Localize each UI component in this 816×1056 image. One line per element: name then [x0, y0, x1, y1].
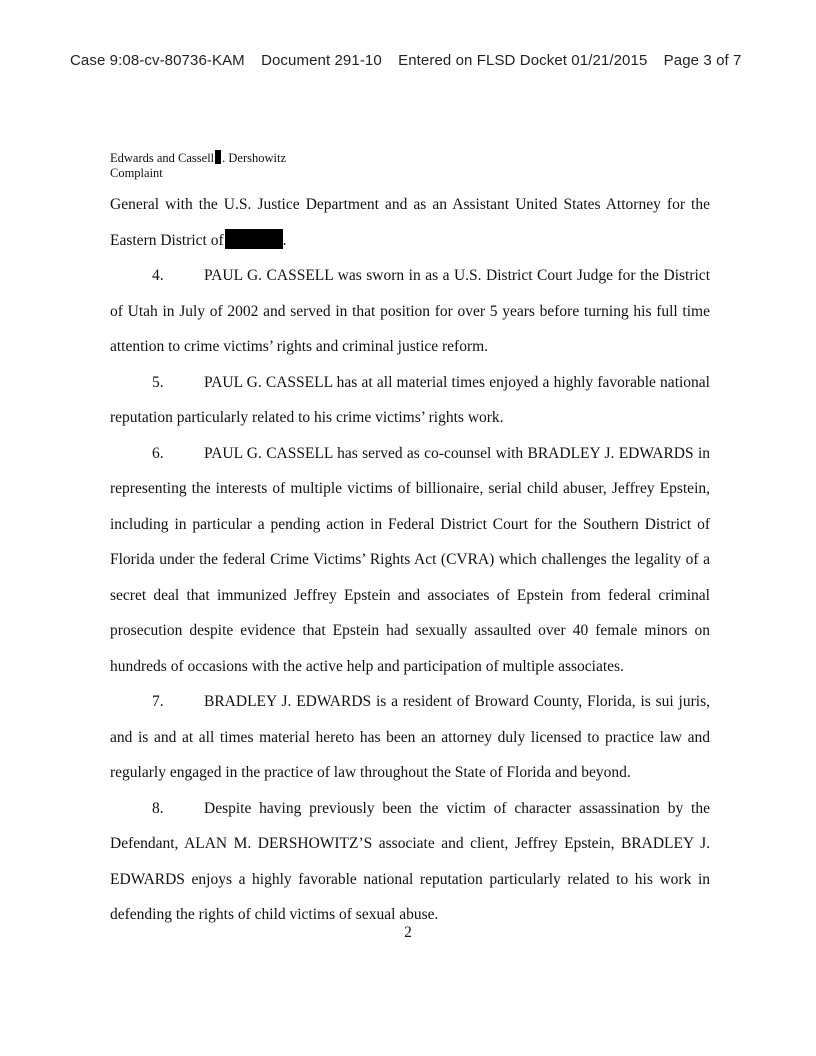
- case-header: [70, 52, 754, 69]
- continuation-end: .: [282, 231, 287, 249]
- paragraph-text: PAUL G. CASSELL has served as co-counsel with BRADLEY J. EDWARDS in representing the interests of multiple victims of billionaire, serial child abuser, Jeffrey Epstein, including in particular a pending action in Federal District Court for the Southern District of Florida under the federal Crime Victims’ Rights Act (CVRA) which challenges the legality of a secret deal that immunized Jeffrey Epstein and associates of Epstein from federal criminal prosecution despite evidence that Epstein had sexually assaulted over 40 female minors on hundreds of occasions with the active help and participation of multiple associates.: [110, 444, 710, 675]
- continuation-text: General with the U.S. Justice Department and as an Assistant United States Attorney for the Eastern District of: [110, 196, 710, 249]
- document-number: Document 291-10: [261, 52, 382, 69]
- document-body: [110, 187, 710, 933]
- page-of: Page 3 of 7: [663, 52, 742, 69]
- paragraph-number: 8.: [152, 799, 164, 817]
- running-head: [110, 150, 286, 181]
- paragraph-4: [110, 258, 710, 365]
- paragraph-number: 5.: [152, 373, 164, 391]
- paragraph-text: PAUL G. CASSELL was sworn in as a U.S. District Court Judge for the District of Utah in July of 2002 and served in that position for over 5 years before turning his full time attention to crime victims’ rights and criminal justice reform.: [110, 267, 710, 355]
- caption-left: Edwards and Cassell: [110, 151, 215, 165]
- caption-right: . Dershowitz: [222, 151, 287, 165]
- page-number: 2: [404, 924, 412, 941]
- paragraph-number: 6.: [152, 444, 164, 462]
- paragraph-number: 4.: [152, 267, 164, 284]
- paragraph-7: [110, 684, 710, 791]
- paragraph-number: 7.: [152, 693, 164, 710]
- redaction-mark: [215, 150, 221, 164]
- redaction-block: [225, 229, 283, 249]
- paragraph-text: PAUL G. CASSELL has at all material times enjoyed a highly favorable national reputation particularly related to his crime victims’ rights work.: [110, 373, 710, 426]
- paragraph-text: BRADLEY J. EDWARDS is a resident of Broward County, Florida, is sui juris, and is and at all times material hereto has been an attorney duly licensed to practice law and regularly engaged in the practice of law throughout the State of Florida and beyond.: [110, 693, 710, 781]
- paragraph-6: [110, 436, 710, 685]
- paragraph-8: [110, 791, 710, 933]
- case-number: Case 9:08-cv-80736-KAM: [70, 52, 245, 69]
- caption-line: [110, 150, 286, 166]
- paragraph-5: [110, 365, 710, 436]
- continuation-paragraph: [110, 187, 710, 258]
- document-type: Complaint: [110, 166, 163, 180]
- paragraph-text: Despite having previously been the victim of character assassination by the Defendant, ALAN M. DERSHOWITZ’S associate and client, Jeffrey Epstein, BRADLEY J. EDWARDS enjoys a highly favorable national reputation particularly related to his work in defending the rights of child victims of sexual abuse.: [110, 799, 710, 923]
- entered-date: Entered on FLSD Docket 01/21/2015: [398, 52, 648, 69]
